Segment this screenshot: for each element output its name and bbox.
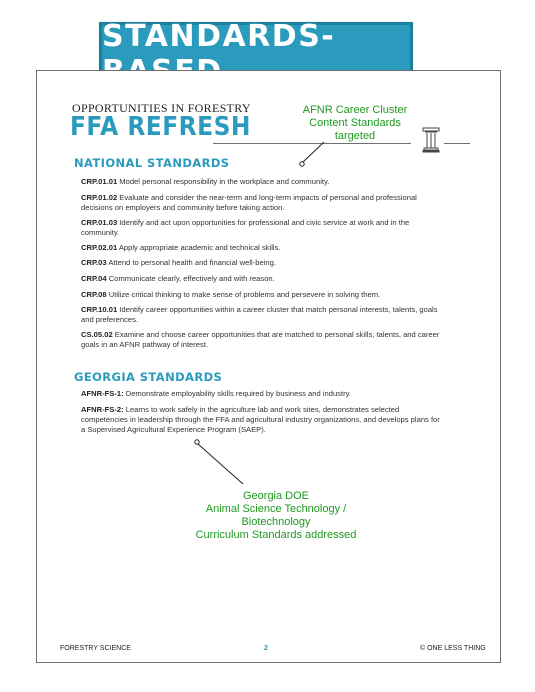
national-standard-item [81,243,441,253]
standard-code: CRP.04 [81,274,107,283]
national-standard-item [81,305,441,325]
standard-code: CRP.03 [81,258,107,267]
standard-text: Apply appropriate academic and technical skills. [117,243,281,252]
national-standard-item [81,193,441,213]
top-annotation-line-3: targeted [334,130,376,142]
bottom-annotation [176,490,376,542]
banner-text: STANDARDS- [102,19,336,54]
standard-text: Identify career opportunities within a career cluster that match personal interests, talents, goals and preferences. [81,305,438,324]
standard-text: Demonstrate employability skills required by business and industry. [123,389,351,398]
bottom-annotation-line-3: Curriculum Standards addressed [195,529,357,541]
georgia-standard-item [81,389,441,399]
page-subtitle: OPPORTUNITIES IN FORESTRY [72,101,251,115]
standard-code: CS.05.02 [81,330,113,339]
standard-text: Model personal responsibility in the workplace and community. [117,177,330,186]
national-standard-item [81,218,441,238]
bottom-annotation-line-2: Animal Science Technology / Biotechnology [205,503,347,528]
standard-text: Attend to personal health and financial well-being. [106,258,276,267]
standard-code: CRP.10.01 [81,305,118,314]
standard-code: AFNR-FS-2: [81,405,124,414]
standard-text: Communicate clearly, effectively and with reason. [106,274,275,283]
bottom-annotation-line-1: Georgia DOE [242,490,310,502]
standard-text: Identify and act upon opportunities for professional and civic service at work and in the community. [81,218,410,237]
national-standard-item [81,290,441,300]
georgia-standards-heading: GEORGIA STANDARDS [74,370,223,384]
national-standard-item [81,258,441,268]
standard-text: Utilize critical thinking to make sense of problems and persevere in solving them. [106,290,381,299]
footer-right: © ONE LESS THING [420,645,486,652]
page-number: 2 [264,645,268,652]
footer-left: FORESTRY SCIENCE [60,645,131,652]
standard-text: Examine and choose career opportunities that are matched to personal skills, talents, and career goals in an AFNR pathway of interest. [81,330,440,349]
top-annotation-line-2: Content Standards [309,117,401,129]
standard-code: AFNR-FS-1: [81,389,124,398]
georgia-standard-item [81,405,441,435]
standard-code: CRP.02.01 [81,243,118,252]
national-standards-heading: NATIONAL STANDARDS [74,156,230,170]
standard-code: CRP.08 [81,290,107,299]
standard-code: CRP.01.03 [81,218,118,227]
top-annotation-line-1: AFNR Career Cluster [302,104,408,116]
page-title: FFA REFRESH [70,112,251,142]
standard-text: Evaluate and consider the near-term and long-term impacts of personal and professional decisions on employers and community before taking action. [81,193,417,212]
national-standard-item [81,177,441,187]
standard-text: Learns to work safely in the agriculture lab and work sites, demonstrates selected competencies in leadership through the FFA and agricultural industry organizations, and develops plans for a Supervised Agricultural Experience Program (SAEP). [81,405,440,434]
national-standard-item [81,274,441,284]
standard-code: CRP.01.01 [81,177,118,186]
national-standard-item [81,330,441,350]
standard-code: CRP.01.02 [81,193,118,202]
